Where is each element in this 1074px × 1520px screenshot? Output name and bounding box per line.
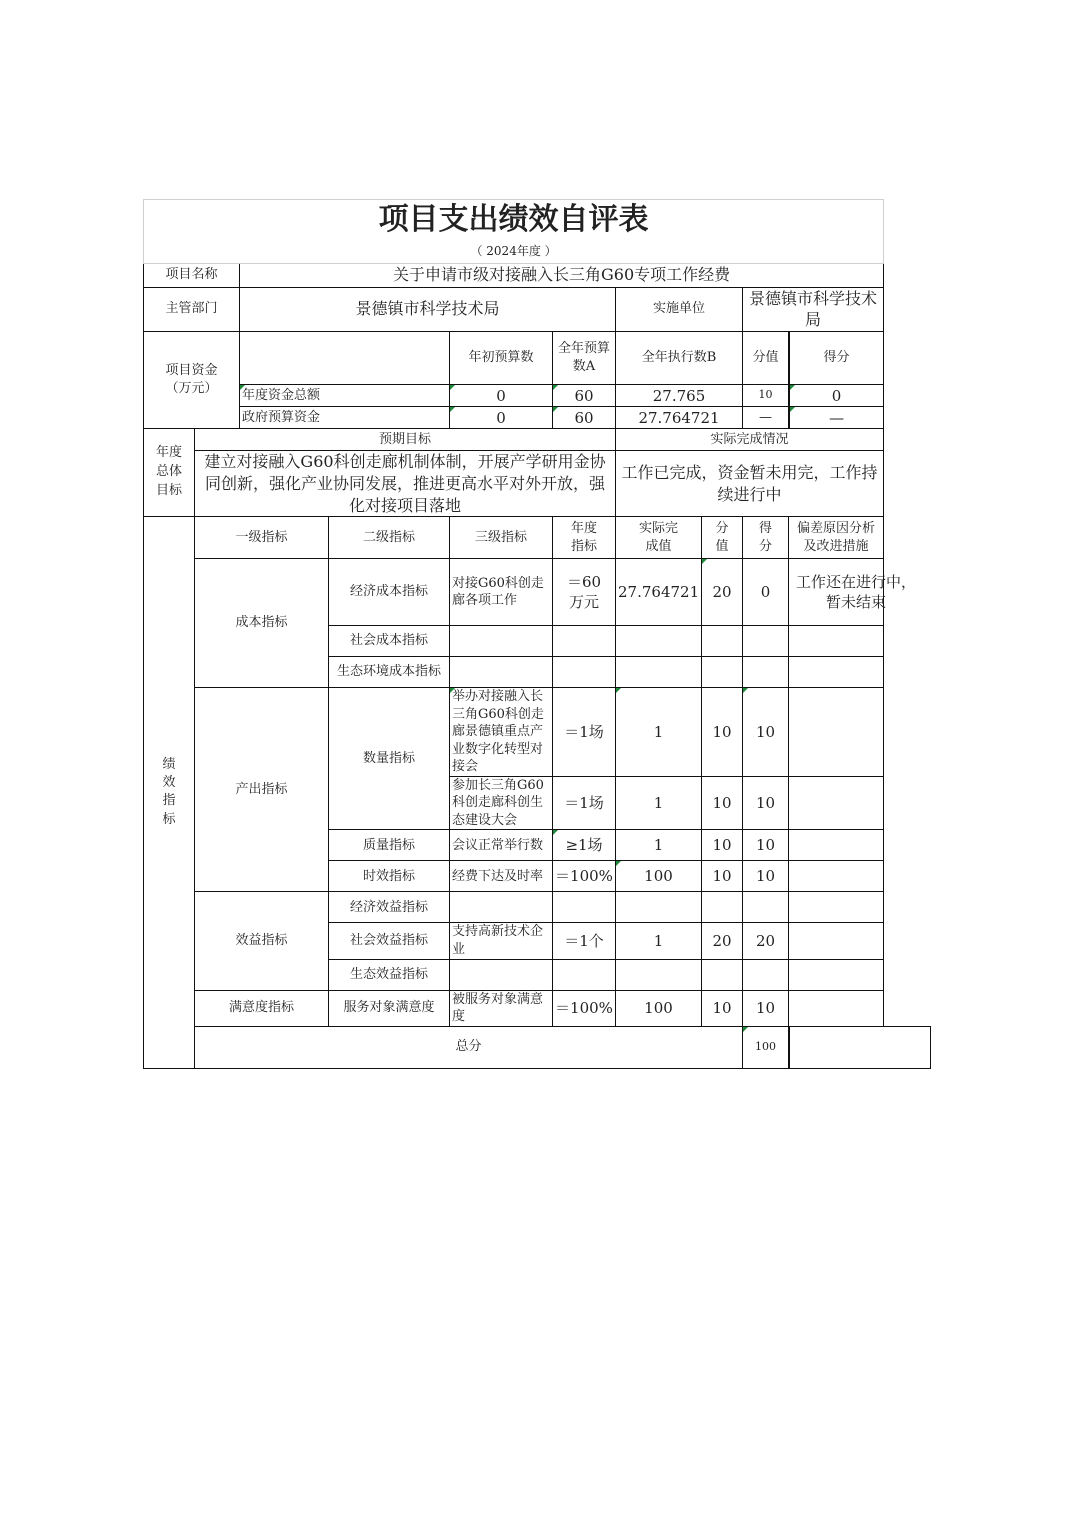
fund-label — [144, 331, 240, 429]
fund-row-executed: 27.764721 — [616, 407, 743, 429]
output-q2-score: 10 — [743, 776, 789, 830]
output-q1-weight: 10 — [702, 688, 743, 777]
header-actual — [616, 517, 702, 559]
benefit-social-actual: 1 — [616, 923, 702, 959]
empty-cell — [702, 959, 743, 990]
perf-label — [144, 517, 195, 1069]
cost-social-l2: 社会成本指标 — [329, 626, 450, 657]
impl-label: 实施单位 — [616, 287, 743, 331]
project-name: 关于申请市级对接融入长三角G60专项工作经费 — [240, 263, 884, 287]
output-time-target: ＝100% — [553, 861, 616, 892]
cost-econ-analysis-text: 工作还在进行中，暂未结束 — [795, 572, 916, 612]
empty-cell — [789, 626, 884, 657]
fund-header-executed: 全年执行数B — [616, 331, 743, 385]
benefit-label: 效益指标 — [195, 892, 329, 990]
output-time-l2: 时效指标 — [329, 861, 450, 892]
empty-cell — [743, 657, 789, 688]
fund-label-line2: （万元） — [165, 381, 218, 396]
total-label: 总分 — [195, 1026, 743, 1068]
output-time-weight: 10 — [702, 861, 743, 892]
output-q1-actual: 1 — [616, 688, 702, 777]
header-weight-text: 分值 — [715, 521, 729, 554]
impl-value: 景德镇市科学技术局 — [743, 287, 884, 331]
fund-header-score-value: 分值 — [743, 331, 789, 385]
expected-goal-label: 预期目标 — [195, 429, 616, 451]
perf-label-text: 绩效指标 — [162, 757, 176, 827]
output-label: 产出指标 — [195, 688, 329, 892]
output-quality-actual: 1 — [616, 830, 702, 861]
page-title: 项目支出绩效自评表 — [144, 200, 884, 241]
fund-row-executed: 27.765 — [616, 385, 743, 407]
fund-row-name: 年度资金总额 — [240, 385, 450, 407]
empty-cell — [789, 923, 884, 959]
fund-row-annual: 60 — [553, 407, 616, 429]
dept-value: 景德镇市科学技术局 — [240, 287, 616, 331]
output-q2-l3: 参加长三角G60科创走廊科创生态建设大会 — [450, 776, 553, 830]
empty-cell — [702, 626, 743, 657]
benefit-social-score: 20 — [743, 923, 789, 959]
output-q2-actual: 1 — [616, 776, 702, 830]
header-target-text: 年度指标 — [570, 521, 597, 554]
cost-econ-l3: 对接G60科创走廊各项工作 — [450, 559, 553, 626]
fund-header-initial: 年初预算数 — [450, 331, 553, 385]
output-quality-score: 10 — [743, 830, 789, 861]
empty-cell — [790, 1026, 931, 1068]
header-score-text: 得分 — [758, 521, 772, 554]
empty-cell — [450, 626, 553, 657]
empty-cell — [450, 892, 553, 923]
cost-econ-target — [553, 559, 616, 626]
fund-header-annual: 全年预算数A — [553, 331, 616, 385]
goal-label — [144, 429, 195, 517]
header-level3: 三级指标 — [450, 517, 553, 559]
cost-econ-weight: 20 — [702, 559, 743, 626]
satisfaction-l1: 满意度指标 — [195, 990, 329, 1026]
cost-econ-actual: 27.764721 — [616, 559, 702, 626]
satisfaction-l3: 被服务对象满意度 — [450, 990, 553, 1026]
output-quality-weight: 10 — [702, 830, 743, 861]
output-q2-weight: 10 — [702, 776, 743, 830]
empty-cell — [616, 626, 702, 657]
fund-row-score-value: 10 — [743, 385, 789, 407]
empty-cell — [789, 959, 884, 990]
empty-cell — [789, 830, 884, 861]
empty-cell — [450, 959, 553, 990]
empty-cell — [789, 990, 884, 1026]
header-actual-text: 实际完成值 — [638, 521, 678, 554]
empty-cell — [702, 892, 743, 923]
expected-goal: 建立对接融入G60科创走廊机制体制，开展产学研用金协同创新，强化产业协同发展，推进更高水平对外开放，强化对接项目落地 — [195, 451, 616, 517]
benefit-eco-l2: 生态效益指标 — [329, 959, 450, 990]
empty-cell — [743, 892, 789, 923]
cost-econ-target-text: ＝60万元 — [566, 572, 602, 612]
fund-row-initial: 0 — [450, 385, 553, 407]
actual-completion: 工作已完成，资金暂未用完，工作持续进行中 — [616, 451, 884, 517]
fund-row-name: 政府预算资金 — [240, 407, 450, 429]
empty-cell — [789, 657, 884, 688]
fund-label-line1: 项目资金 — [165, 363, 218, 379]
satisfaction-weight: 10 — [702, 990, 743, 1026]
benefit-econ-l2: 经济效益指标 — [329, 892, 450, 923]
header-target — [553, 517, 616, 559]
satisfaction-actual: 100 — [616, 990, 702, 1026]
empty-cell — [743, 626, 789, 657]
empty-cell — [789, 861, 884, 892]
output-quality-l2: 质量指标 — [329, 830, 450, 861]
empty-cell — [553, 626, 616, 657]
goal-label-text: 年度总体目标 — [155, 445, 182, 499]
output-quality-l3: 会议正常举行数 — [450, 830, 553, 861]
header-analysis — [789, 517, 884, 559]
empty-cell — [553, 959, 616, 990]
output-quality-target: ≥1场 — [553, 830, 616, 861]
fund-row-initial: 0 — [450, 407, 553, 429]
cost-econ-l2: 经济成本指标 — [329, 559, 450, 626]
empty-cell — [450, 657, 553, 688]
empty-cell — [789, 776, 884, 830]
project-name-label: 项目名称 — [144, 263, 240, 287]
empty-cell — [553, 892, 616, 923]
output-q1-score: 10 — [743, 688, 789, 777]
output-time-l3: 经费下达及时率 — [450, 861, 553, 892]
output-q1-target: ＝1场 — [553, 688, 616, 777]
empty-cell — [616, 959, 702, 990]
benefit-social-target: ＝1个 — [553, 923, 616, 959]
fund-header-blank — [240, 331, 450, 385]
fund-header-score: 得分 — [790, 331, 884, 385]
actual-completion-label: 实际完成情况 — [616, 429, 884, 451]
empty-cell — [702, 657, 743, 688]
output-time-actual: 100 — [616, 861, 702, 892]
empty-cell — [789, 892, 884, 923]
satisfaction-score: 10 — [743, 990, 789, 1026]
empty-cell — [553, 657, 616, 688]
header-level1: 一级指标 — [195, 517, 329, 559]
output-quantity-l2: 数量指标 — [329, 688, 450, 830]
header-weight — [702, 517, 743, 559]
fund-row-score: 0 — [790, 385, 884, 407]
header-score — [743, 517, 789, 559]
empty-cell — [789, 688, 884, 777]
total-weight: 100 — [743, 1026, 789, 1068]
header-level2: 二级指标 — [329, 517, 450, 559]
benefit-social-weight: 20 — [702, 923, 743, 959]
output-q2-target: ＝1场 — [553, 776, 616, 830]
cost-econ-analysis — [789, 559, 916, 626]
empty-cell — [616, 657, 702, 688]
fund-row-annual: 60 — [553, 385, 616, 407]
fund-row-score: — — [790, 407, 884, 429]
evaluation-sheet — [143, 199, 931, 1069]
dept-label: 主管部门 — [144, 287, 240, 331]
empty-cell — [743, 959, 789, 990]
performance-table — [143, 199, 931, 1069]
fiscal-year: （ 2024年度 ） — [144, 241, 884, 264]
empty-cell — [616, 892, 702, 923]
fund-row-score-value: — — [743, 407, 789, 429]
benefit-social-l3: 支持高新技术企业 — [450, 923, 553, 959]
satisfaction-l2: 服务对象满意度 — [329, 990, 450, 1026]
cost-eco-l2: 生态环境成本指标 — [329, 657, 450, 688]
output-time-score: 10 — [743, 861, 789, 892]
benefit-social-l2: 社会效益指标 — [329, 923, 450, 959]
output-q1-l3: 举办对接融入长三角G60科创走廊景德镇重点产业数字化转型对接会 — [450, 688, 553, 777]
satisfaction-target: ＝100% — [553, 990, 616, 1026]
header-analysis-text: 偏差原因分析及改进措施 — [797, 521, 876, 554]
cost-econ-score: 0 — [743, 559, 789, 626]
cost-label: 成本指标 — [195, 559, 329, 688]
